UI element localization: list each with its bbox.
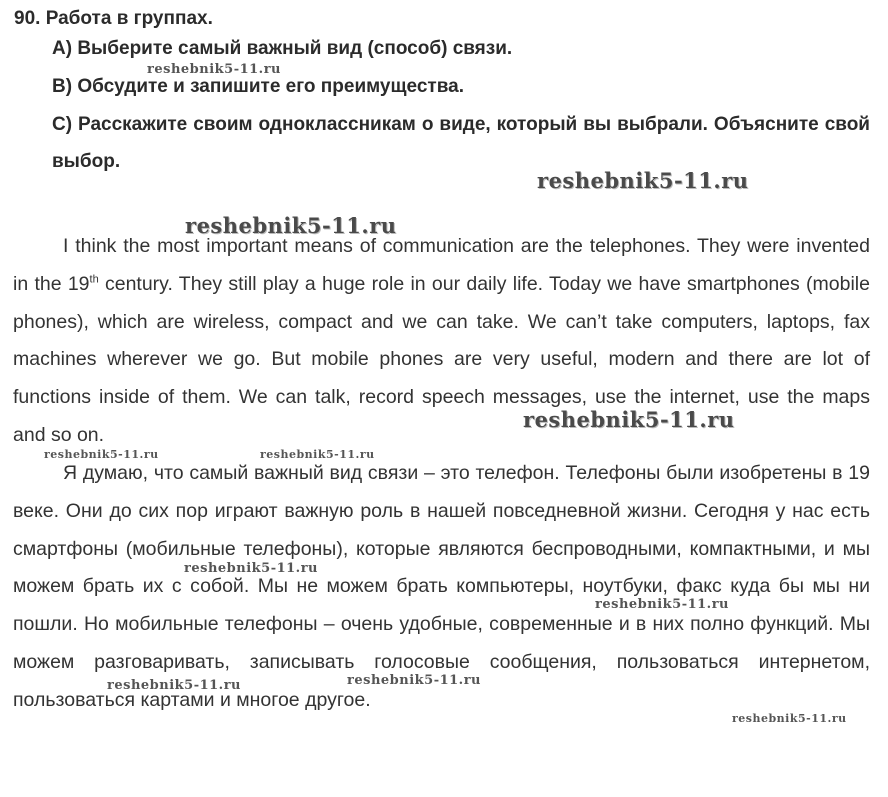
task-item-c: C) Расскажите своим одноклассникам о виде, который вы выбрали. Объясните свой выбор. — [52, 114, 870, 172]
watermark: reshebnik5-11.ru — [260, 448, 375, 461]
watermark: reshebnik5-11.ru — [595, 597, 730, 612]
task-title: 90. Работа в группах. — [14, 8, 213, 29]
english-paragraph — [13, 228, 870, 455]
watermark: reshebnik5-11.ru — [523, 407, 735, 432]
task-item-b: B) Обсудите и запишите его преимущества. — [52, 76, 464, 97]
task-item-a: А) Выберите самый важный вид (способ) связи. — [52, 38, 513, 59]
watermark: reshebnik5-11.ru — [184, 561, 319, 576]
watermark: reshebnik5-11.ru — [537, 168, 749, 193]
watermark: reshebnik5-11.ru — [185, 213, 397, 238]
watermark: reshebnik5-11.ru — [44, 448, 159, 461]
watermark: reshebnik5-11.ru — [147, 62, 282, 77]
watermark: reshebnik5-11.ru — [107, 678, 242, 693]
ordinal-suffix: th — [89, 273, 99, 286]
english-text-part1: I think the most important means of communication are the telephones. They were invented in the 19 — [13, 235, 870, 295]
russian-text: Я думаю, что самый важный вид связи – это телефон. Телефоны были изобретены в 19 веке. Они до сих пор играют важную роль в нашей повседневной жизни. Сегодня у нас есть смартфоны (мобильные телефоны), которые являются беспроводными, компактными, и мы можем брать их с собой. Мы не можем брать компьютеры, ноутбуки, факс куда бы мы ни пошли. Но мобильные телефоны – очень удобные, современные и в них полно функций. Мы можем разговаривать, записывать голосовые сообщения, пользоваться интернетом, пользоваться картами и многое другое. — [13, 462, 870, 711]
task-block — [14, 8, 874, 30]
watermark: reshebnik5-11.ru — [347, 673, 482, 688]
watermark: reshebnik5-11.ru — [732, 712, 847, 725]
english-text-part2: century. They still play a huge role in our daily life. Today we have smartphones (mobile phones), which are wireless, compact and we can take. We can’t take computers, laptops, fax machines wherever we go. But mobile phones are very useful, modern and there are lot of functions inside of them. We can talk, record speech messages, use the internet, use the maps and so on. — [13, 272, 870, 446]
